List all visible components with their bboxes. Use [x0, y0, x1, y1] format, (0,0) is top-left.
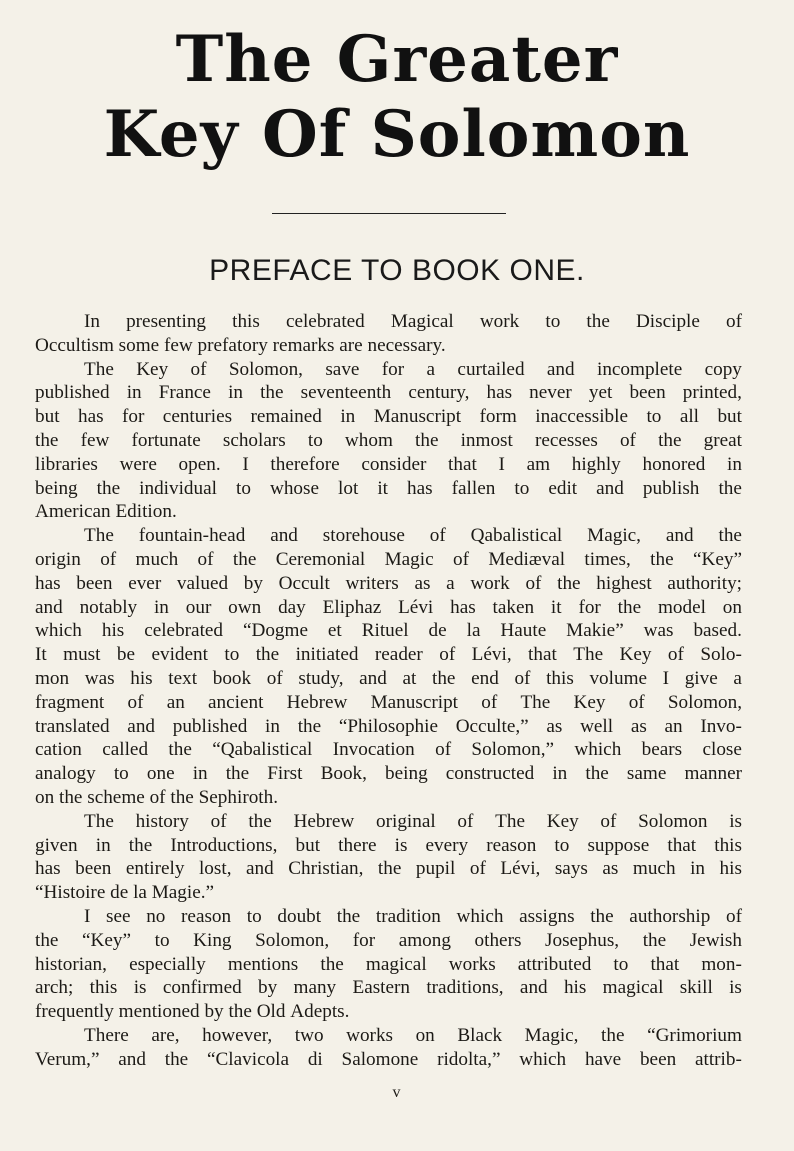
text-line: I see no reason to doubt the tradition which assigns the authorship of	[84, 905, 742, 927]
text-line: published in France in the seventeenth century, has never yet been printed,	[35, 382, 742, 404]
text-line: libraries were open. I therefore consider that I am highly honored in	[35, 453, 742, 475]
text-line: cation called the “Qabalistical Invocation of Solomon,” which bears close	[35, 739, 742, 761]
text-line: There are, however, two works on Black Magic, the “Grimorium	[84, 1024, 742, 1046]
text-line: In presenting this celebrated Magical work to the Disciple of	[84, 311, 742, 332]
text-line: the few fortunate scholars to whom the inmost recesses of the great	[35, 429, 742, 451]
text-line: and notably in our own day Eliphaz Lévi has taken it for the model on	[35, 596, 742, 618]
text-line: Verum,” and the “Clavicola di Salomone ridolta,” which have been attrib-	[35, 1048, 742, 1070]
title-line-2: Key Of Solomon	[103, 97, 691, 172]
text-line: origin of much of the Ceremonial Magic of Mediæval times, the “Key”	[35, 548, 742, 570]
text-line: but has for centuries remained in Manuscript form inaccessible to all but	[35, 406, 742, 428]
text-line: frequently mentioned by the Old Adepts.	[35, 1001, 350, 1023]
text-line: “Histoire de la Magie.”	[35, 882, 215, 904]
text-line: Occultism some few prefatory remarks are necessary.	[35, 334, 446, 356]
text-line: historian, especially mentions the magical works attributed to that mon-	[35, 953, 742, 975]
text-line: It must be evident to the initiated reader of Lévi, that The Key of Solo-	[35, 644, 742, 666]
text-line: being the individual to whose lot it has fallen to edit and publish the	[35, 477, 742, 499]
text-line: fragment of an ancient Hebrew Manuscript of The Key of Solomon,	[35, 691, 742, 713]
text-line: mon was his text book of study, and at the end of this volume I give a	[35, 667, 742, 689]
text-line: American Edition.	[35, 501, 177, 523]
text-line: translated and published in the “Philosophie Occulte,” as well as an Invo-	[35, 715, 742, 737]
body-text	[35, 310, 742, 1072]
section-heading: PREFACE TO BOOK ONE.	[209, 254, 585, 287]
text-line: analogy to one in the First Book, being constructed in the same manner	[35, 763, 742, 785]
text-line: arch; this is confirmed by many Eastern traditions, and his magical skill is	[35, 977, 742, 999]
text-line: on the scheme of the Sephiroth.	[35, 786, 279, 808]
page-number: v	[392, 1084, 402, 1101]
text-line: given in the Introductions, but there is every reason to suppose that this	[35, 834, 742, 856]
text-line: The history of the Hebrew original of The Key of Solomon is	[84, 810, 742, 832]
text-line: has been ever valued by Occult writers as a work of the highest authority;	[35, 572, 742, 594]
text-line: The Key of Solomon, save for a curtailed and incomplete copy	[84, 358, 742, 380]
title-line-1: The Greater	[175, 22, 619, 97]
text-line: which his celebrated “Dogme et Rituel de la Haute Makie” was based.	[35, 620, 742, 642]
text-line: has been entirely lost, and Christian, the pupil of Lévi, says as much in his	[35, 858, 742, 880]
text-line: The fountain-head and storehouse of Qabalistical Magic, and the	[84, 525, 742, 547]
divider-rule	[272, 213, 506, 214]
text-line: the “Key” to King Solomon, for among others Josephus, the Jewish	[35, 929, 742, 951]
